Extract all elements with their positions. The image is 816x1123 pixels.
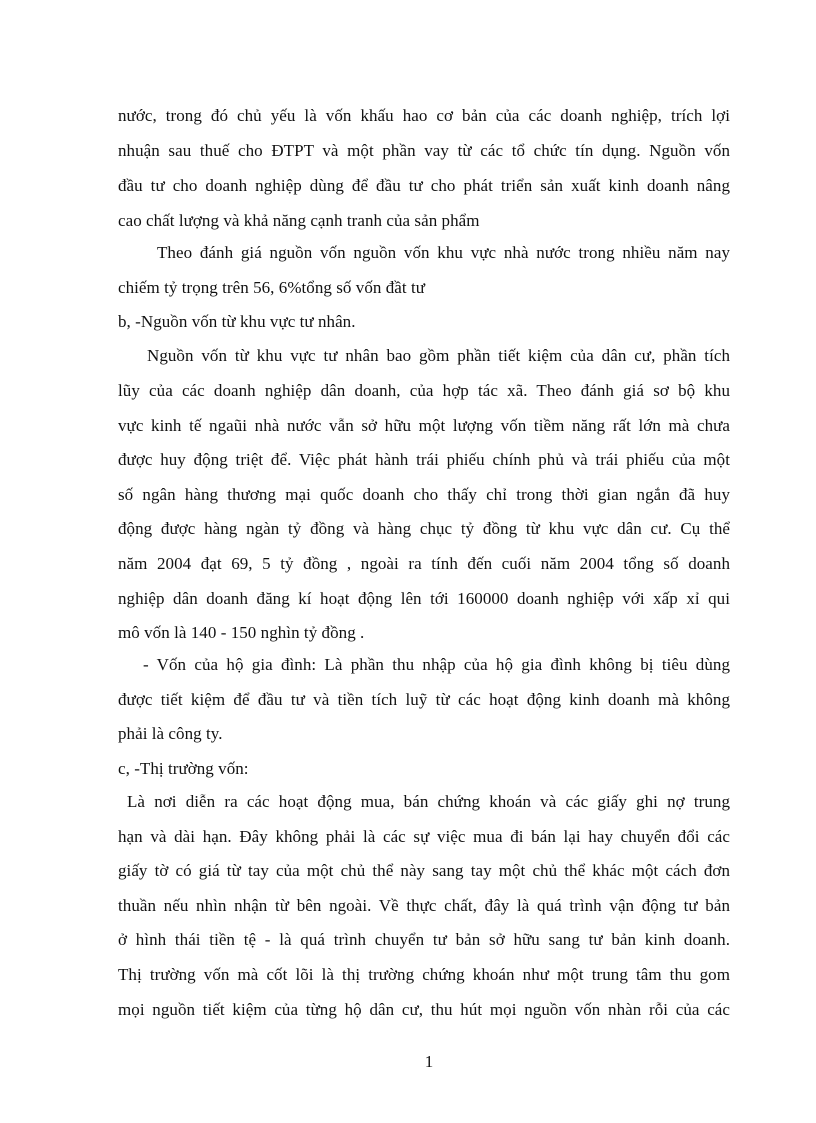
text-line: chiếm tỷ trọng trên 56, 6%tổng số vốn đầt tư	[118, 278, 425, 297]
page-number: 1	[424, 1052, 434, 1071]
text-line: Thị trường vốn mà cốt lõi là thị trường chứng khoán như một trung tâm thu gom	[118, 965, 730, 984]
text-line: Theo đánh giá nguồn vốn nguồn vốn khu vực nhà nước trong nhiều năm nay	[157, 243, 730, 262]
text-line: ở hình thái tiền tệ - là quá trình chuyển tư bản sở hữu sang tư bản kinh doanh.	[118, 930, 730, 949]
text-line: thuần nếu nhìn nhận từ bên ngoài. Về thực chất, đây là quá trình vận động tư bản	[118, 896, 730, 915]
text-line: vực kinh tế ngaũi nhà nước vẫn sở hữu một lượng vốn tiềm năng rất lớn mà chưa	[118, 416, 730, 435]
text-line: đầu tư cho doanh nghiệp dùng để đầu tư cho phát triển sản xuất kinh doanh nâng	[118, 176, 730, 195]
section-heading: c, -Thị trường vốn:	[118, 759, 249, 778]
text-line: động được hàng ngàn tỷ đồng và hàng chục tỷ đồng từ khu vực dân cư. Cụ thể	[118, 519, 730, 538]
text-line: lũy của các doanh nghiệp dân doanh, của hợp tác xã. Theo đánh giá sơ bộ khu	[118, 381, 730, 400]
text-line: phải là công ty.	[118, 724, 223, 743]
text-line: Là nơi diễn ra các hoạt động mua, bán chứng khoán và các giấy ghi nợ trung	[127, 792, 730, 811]
text-line: mọi nguồn tiết kiệm của từng hộ dân cư, thu hút mọi nguồn vốn nhàn rỗi của các	[118, 1000, 730, 1019]
text-line: cao chất lượng và khả năng cạnh tranh của sản phẩm	[118, 211, 480, 230]
text-line: mô vốn là 140 - 150 nghìn tỷ đồng .	[118, 623, 365, 642]
text-line: nghiệp dân doanh đăng kí hoạt động lên tới 160000 doanh nghiệp với xấp xỉ qui	[118, 589, 730, 608]
text-line: được tiết kiệm để đầu tư và tiền tích luỹ từ các hoạt động kinh doanh mà không	[118, 690, 730, 709]
text-line: giấy tờ có giá từ tay của một chủ thể này sang tay một chủ thể khác một cách đơn	[118, 861, 730, 880]
text-line: nước, trong đó chủ yếu là vốn khấu hao cơ bản của các doanh nghiệp, trích lợi	[118, 106, 730, 125]
text-line: hạn và dài hạn. Đây không phải là các sự việc mua đi bán lại hay chuyển đổi các	[118, 827, 730, 846]
text-line: được huy động triệt để. Việc phát hành trái phiếu chính phủ và trái phiếu của một	[118, 450, 730, 469]
text-line: Nguồn vốn từ khu vực tư nhân bao gồm phần tiết kiệm của dân cư, phần tích	[147, 346, 730, 365]
text-line: năm 2004 đạt 69, 5 tỷ đồng , ngoài ra tính đến cuối năm 2004 tổng số doanh	[118, 554, 730, 573]
text-line: nhuận sau thuế cho ĐTPT và một phần vay từ các tổ chức tín dụng. Nguồn vốn	[118, 141, 730, 160]
text-line: - Vốn của hộ gia đình: Là phần thu nhập của hộ gia đình không bị tiêu dùng	[143, 655, 730, 674]
text-line: số ngân hàng thương mại quốc doanh cho thấy chỉ trong thời gian ngắn đã huy	[118, 485, 730, 504]
section-heading: b, -Nguồn vốn từ khu vực tư nhân.	[118, 312, 356, 331]
